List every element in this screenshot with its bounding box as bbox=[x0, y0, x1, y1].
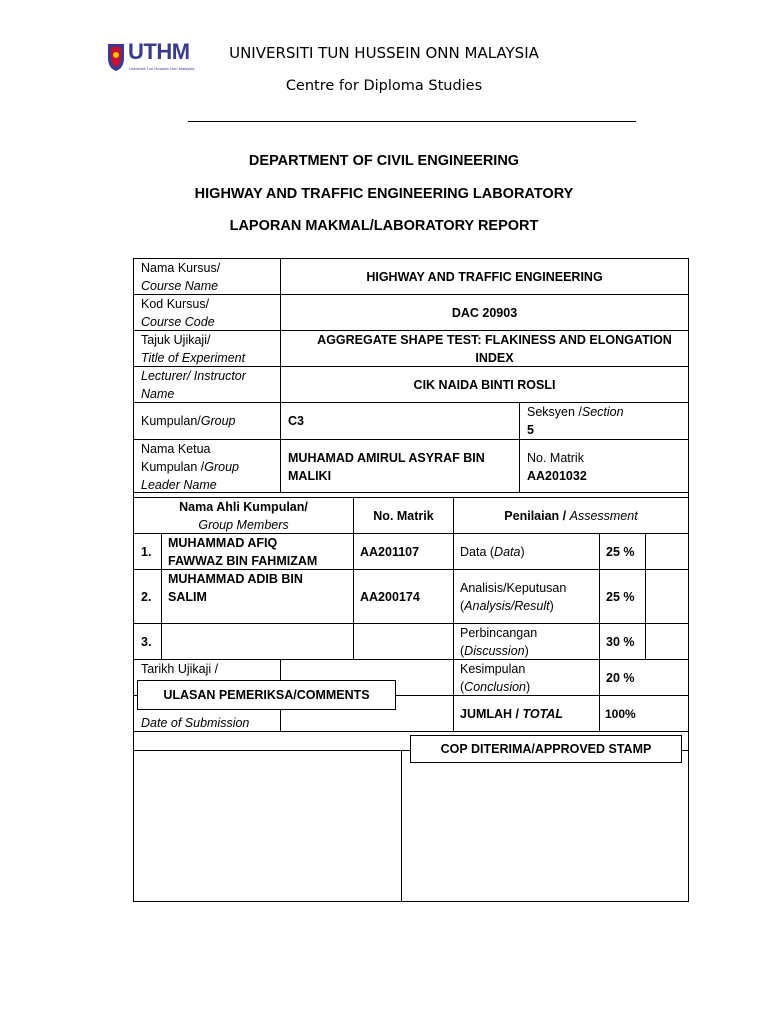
total-label: JUMLAH / TOTAL bbox=[460, 707, 564, 721]
assessment-analysis-label: Analisis/Keputusan (Analysis/Result) bbox=[460, 581, 567, 613]
assessment-data-pct: 25 % bbox=[606, 545, 635, 559]
report-title: LAPORAN MAKMAL/LABORATORY REPORT bbox=[229, 218, 539, 234]
assessment-conclusion-label: Kesimpulan (Conclusion) bbox=[460, 662, 531, 694]
member-1-number: 1. bbox=[141, 545, 152, 559]
matric-header: No. Matrik bbox=[373, 509, 434, 523]
department-title: DEPARTMENT OF CIVIL ENGINEERING bbox=[248, 153, 520, 169]
leader-matric: No. Matrik AA201032 bbox=[527, 451, 587, 483]
total-pct: 100% bbox=[605, 707, 636, 721]
logo-subtext: Universiti Tun Hussein Onn Malaysia bbox=[129, 66, 195, 71]
assessment-data-label: Data (Data) bbox=[460, 545, 525, 559]
approved-stamp-box: COP DITERIMA/APPROVED STAMP bbox=[410, 735, 682, 763]
assessment-conclusion-pct: 20 % bbox=[606, 671, 635, 685]
group-label: Kumpulan/Group bbox=[141, 414, 236, 428]
university-name: UNIVERSITI TUN HUSSEIN ONN MALAYSIA bbox=[229, 44, 539, 62]
leader-label: Nama Ketua Kumpulan /Group Leader Name bbox=[141, 442, 239, 492]
assessment-header: Penilaian / Assessment bbox=[504, 509, 638, 523]
section-label: Seksyen /Section 5 bbox=[527, 405, 624, 437]
members-header: Nama Ahli Kumpulan/ Group Members bbox=[179, 500, 308, 532]
assessment-discussion-pct: 30 % bbox=[606, 635, 635, 649]
lecturer-label: Lecturer/ Instructor Name bbox=[141, 369, 246, 401]
member-2-number: 2. bbox=[141, 590, 152, 604]
member-1-name: MUHAMMAD AFIQ FAWWAZ BIN FAHMIZAM bbox=[168, 536, 318, 568]
group-value: C3 bbox=[288, 414, 304, 428]
member-2-matric: AA200174 bbox=[360, 590, 420, 604]
member-3-number: 3. bbox=[141, 635, 152, 649]
header-divider bbox=[188, 121, 636, 122]
laboratory-title: HIGHWAY AND TRAFFIC ENGINEERING LABORATORY bbox=[194, 186, 574, 202]
assessment-discussion-label: Perbincangan (Discussion) bbox=[460, 626, 538, 658]
experiment-title-value: AGGREGATE SHAPE TEST: FLAKINESS AND ELONGATION INDEX bbox=[317, 333, 672, 365]
course-name-label: Nama Kursus/ Course Name bbox=[141, 261, 221, 293]
course-code-value: DAC 20903 bbox=[451, 306, 518, 320]
lecturer-value: CIK NAIDA BINTI ROSLI bbox=[413, 378, 556, 392]
course-code-label: Kod Kursus/ Course Code bbox=[141, 297, 215, 329]
centre-name: Centre for Diploma Studies bbox=[285, 78, 483, 94]
logo-wordmark: UTHM bbox=[128, 39, 190, 64]
test-date-label: Tarikh Ujikaji / bbox=[141, 662, 219, 676]
course-name-value: HIGHWAY AND TRAFFIC ENGINEERING bbox=[366, 270, 603, 284]
leader-name-value: MUHAMAD AMIRUL ASYRAF BIN MALIKI bbox=[288, 451, 485, 483]
experiment-title-label: Tajuk Ujikaji/ Title of Experiment bbox=[141, 333, 246, 365]
section-value: 5 bbox=[527, 423, 534, 437]
submission-date-label: Date of Submission bbox=[141, 716, 250, 730]
comments-box: ULASAN PEMERIKSA/COMMENTS bbox=[137, 680, 396, 710]
member-1-matric: AA201107 bbox=[360, 545, 420, 559]
member-2-name: MUHAMMAD ADIB BIN SALIM bbox=[168, 572, 303, 604]
assessment-analysis-pct: 25 % bbox=[606, 590, 635, 604]
